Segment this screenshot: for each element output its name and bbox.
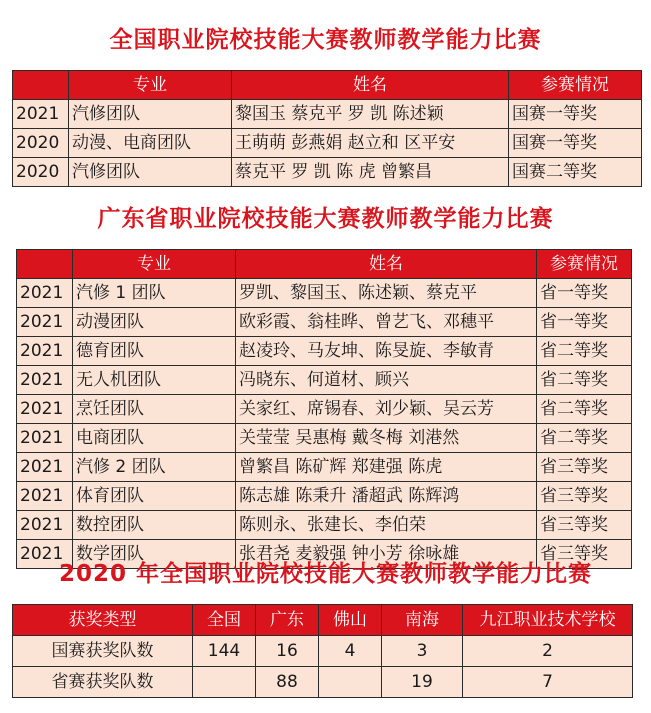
cell-result: 国赛一等奖: [509, 100, 642, 129]
cell-year: 2021: [17, 511, 73, 540]
table-row: [17, 482, 632, 511]
header-result: 参赛情况: [537, 250, 632, 279]
cell-major: 体育团队: [73, 482, 236, 511]
cell-names: 陈则永、张建长、李伯荣: [236, 511, 537, 540]
cell-result: 国赛一等奖: [509, 129, 642, 158]
cell-foshan: [319, 667, 382, 698]
table-row: [13, 667, 633, 698]
cell-year: 2021: [17, 540, 73, 569]
header-jiujiang-school: 九江职业技术学校: [463, 605, 633, 636]
cell-national: 144: [193, 636, 256, 667]
cell-major: 德育团队: [73, 337, 236, 366]
table-row: [17, 279, 632, 308]
cell-jiujiang-school: 2: [463, 636, 633, 667]
cell-year: 2020: [13, 158, 69, 187]
header-names: 姓名: [236, 250, 537, 279]
national-title: 全国职业院校技能大赛教师教学能力比赛: [109, 27, 542, 53]
header-nanhai: 南海: [382, 605, 463, 636]
cell-result: 省三等奖: [537, 453, 632, 482]
table-header-row: [13, 605, 633, 636]
cell-names: 黎国玉 蔡克平 罗 凯 陈述颖: [232, 100, 509, 129]
cell-year: 2021: [17, 395, 73, 424]
cell-names: 罗凯、黎国玉、陈述颖、蔡克平: [236, 279, 537, 308]
cell-nanhai: 19: [382, 667, 463, 698]
cell-year: 2021: [17, 279, 73, 308]
cell-names: 赵凌玲、马友坤、陈旻旋、李敏青: [236, 337, 537, 366]
header-national: 全国: [193, 605, 256, 636]
cell-year: 2021: [17, 308, 73, 337]
header-award-type: 获奖类型: [13, 605, 193, 636]
cell-result: 省三等奖: [537, 511, 632, 540]
header-foshan: 佛山: [319, 605, 382, 636]
header-guangdong: 广东: [256, 605, 319, 636]
table-row: [17, 366, 632, 395]
summary-table: [12, 604, 633, 698]
summary-title: 2020 年全国职业院校技能大赛教师教学能力比赛: [58, 561, 593, 587]
cell-national: [193, 667, 256, 698]
cell-result: 省三等奖: [537, 540, 632, 569]
cell-major: 动漫、电商团队: [69, 129, 232, 158]
header-names: 姓名: [232, 71, 509, 100]
cell-names: 欧彩霞、翁桂晔、曾艺飞、邓穗平: [236, 308, 537, 337]
cell-major: 数学团队: [73, 540, 236, 569]
table-header-row: [17, 250, 632, 279]
cell-major: 汽修团队: [69, 100, 232, 129]
header-year: [17, 250, 73, 279]
cell-names: 曾繁昌 陈矿辉 郑建强 陈虎: [236, 453, 537, 482]
table-header-row: [13, 71, 642, 100]
cell-year: 2021: [13, 100, 69, 129]
cell-major: 数控团队: [73, 511, 236, 540]
table-row: [17, 511, 632, 540]
cell-names: 张君尧 麦毅强 钟小芳 徐咏雄: [236, 540, 537, 569]
table-row: [17, 453, 632, 482]
cell-names: 蔡克平 罗 凯 陈 虎 曾繁昌: [232, 158, 509, 187]
cell-result: 省二等奖: [537, 424, 632, 453]
cell-nanhai: 3: [382, 636, 463, 667]
cell-year: 2021: [17, 482, 73, 511]
cell-guangdong: 88: [256, 667, 319, 698]
cell-major: 无人机团队: [73, 366, 236, 395]
cell-year: 2021: [17, 366, 73, 395]
guangdong-title: 广东省职业院校技能大赛教师教学能力比赛: [97, 206, 554, 232]
header-major: 专业: [69, 71, 232, 100]
cell-award-type: 省赛获奖队数: [13, 667, 193, 698]
table-row: [13, 158, 642, 187]
cell-year: 2021: [17, 337, 73, 366]
cell-major: 烹饪团队: [73, 395, 236, 424]
cell-result: 省二等奖: [537, 337, 632, 366]
header-major: 专业: [73, 250, 236, 279]
table-row: [13, 129, 642, 158]
table-row: [17, 308, 632, 337]
cell-year: 2021: [17, 453, 73, 482]
cell-names: 关莹莹 吴惠梅 戴冬梅 刘港然: [236, 424, 537, 453]
cell-major: 汽修团队: [69, 158, 232, 187]
cell-award-type: 国赛获奖队数: [13, 636, 193, 667]
table-row: [17, 424, 632, 453]
cell-year: 2020: [13, 129, 69, 158]
table-row: [17, 337, 632, 366]
table-row: [13, 636, 633, 667]
cell-names: 关家红、席锡春、刘少颖、吴云芳: [236, 395, 537, 424]
guangdong-table: [16, 249, 632, 569]
national-table: [12, 70, 642, 187]
cell-guangdong: 16: [256, 636, 319, 667]
cell-result: 省一等奖: [537, 279, 632, 308]
cell-names: 王萌萌 彭燕娟 赵立和 区平安: [232, 129, 509, 158]
cell-result: 省二等奖: [537, 395, 632, 424]
cell-names: 陈志雄 陈秉升 潘超武 陈辉鸿: [236, 482, 537, 511]
cell-jiujiang-school: 7: [463, 667, 633, 698]
cell-names: 冯晓东、何道材、顾兴: [236, 366, 537, 395]
cell-major: 动漫团队: [73, 308, 236, 337]
cell-result: 省一等奖: [537, 308, 632, 337]
cell-major: 电商团队: [73, 424, 236, 453]
header-result: 参赛情况: [509, 71, 642, 100]
cell-major: 汽修 1 团队: [73, 279, 236, 308]
header-year: [13, 71, 69, 100]
cell-result: 省二等奖: [537, 366, 632, 395]
cell-year: 2021: [17, 424, 73, 453]
cell-result: 省三等奖: [537, 482, 632, 511]
cell-foshan: 4: [319, 636, 382, 667]
cell-result: 国赛二等奖: [509, 158, 642, 187]
table-row: [13, 100, 642, 129]
cell-major: 汽修 2 团队: [73, 453, 236, 482]
table-row: [17, 395, 632, 424]
